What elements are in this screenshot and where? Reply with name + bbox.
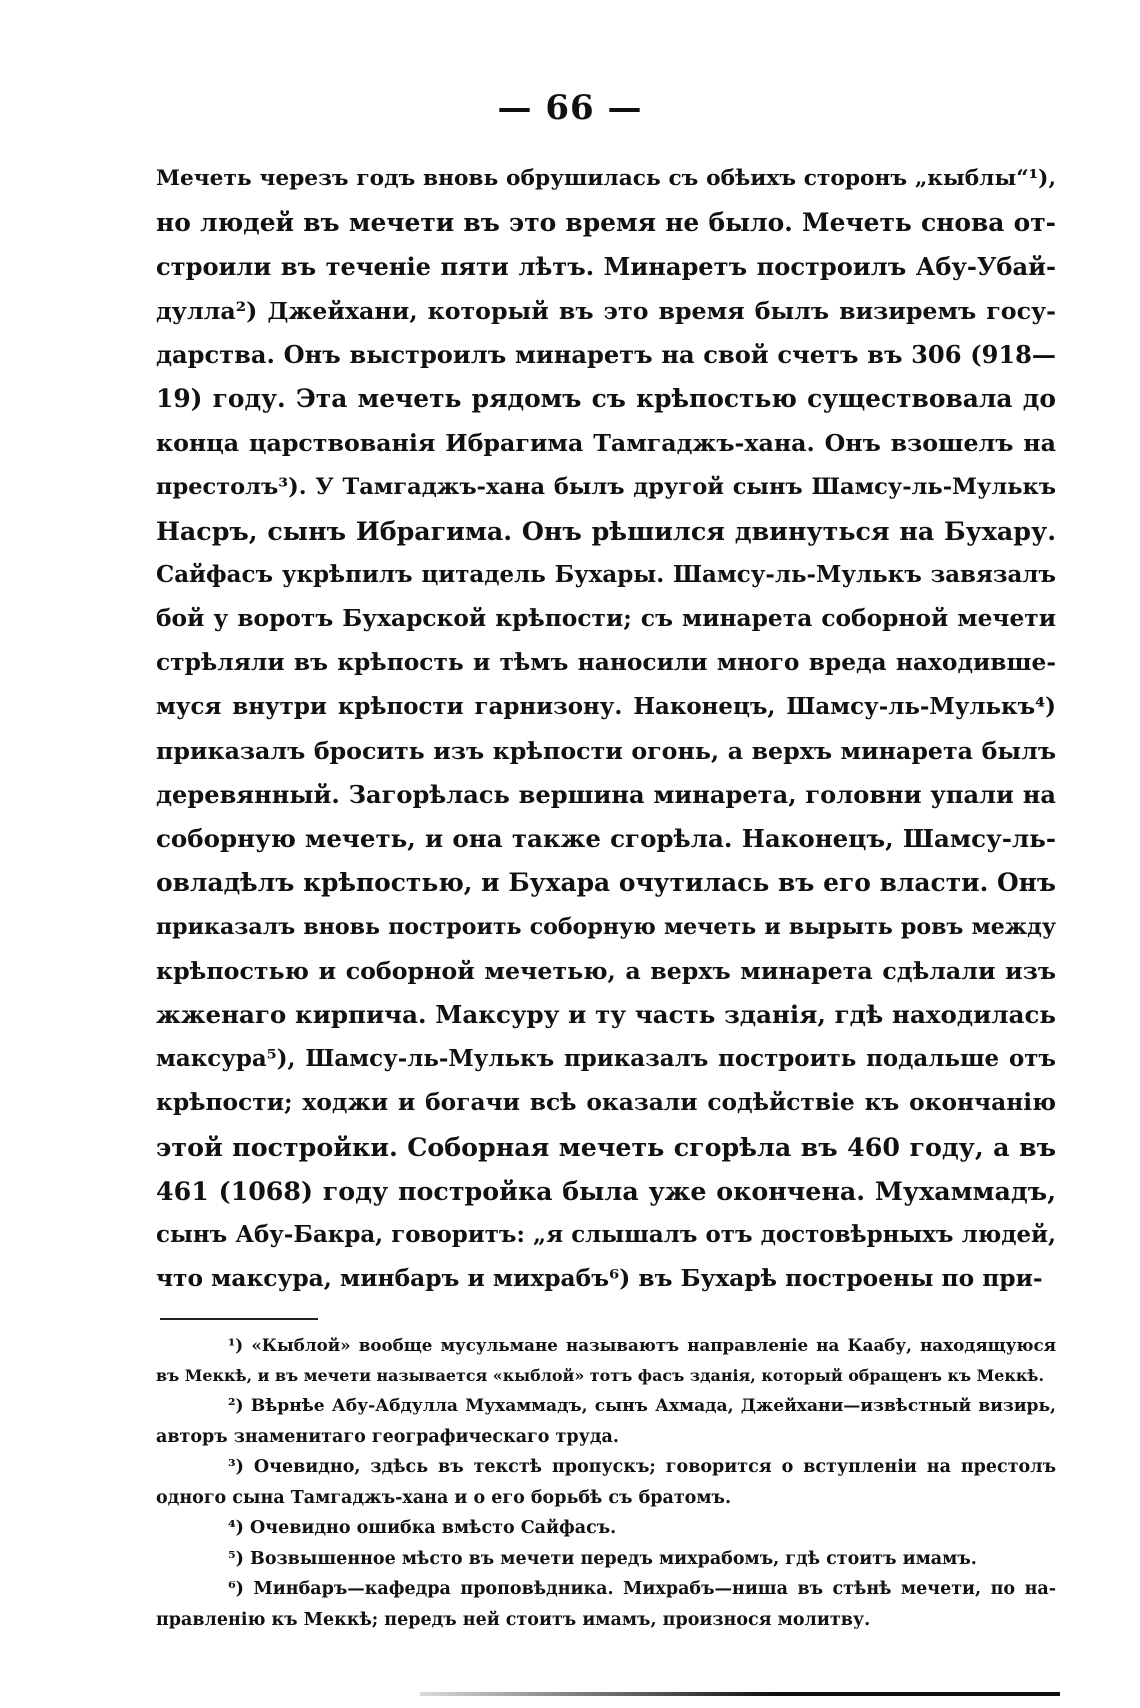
text-line: крѣпости; ходжи и богачи всѣ оказали содѣйствіе къ окончанію — [156, 1089, 1056, 1116]
footnote-line: ⁴) Очевидно ошибка вмѣсто Сайфасъ. — [228, 1518, 617, 1538]
text-line: престолъ³). У Тамгаджъ-хана былъ другой сынъ Шамсу-ль-Мулькъ — [156, 474, 1056, 500]
footnote-1 — [156, 1330, 1056, 1391]
footnote-line: правленію къ Меккѣ; передъ ней стоитъ имамъ, произнося молитву. — [156, 1609, 871, 1630]
text-line: жженаго кирпича. Максуру и ту часть зданія, гдѣ находилась — [156, 1000, 1056, 1029]
text-line: дулла²) Джейхани, который въ это время былъ визиремъ госу- — [156, 297, 1056, 325]
text-line: что максура, минбаръ и михрабъ⁶) въ Бухарѣ построены по при- — [156, 1265, 1043, 1292]
footnote-4 — [156, 1513, 1056, 1544]
body-text — [156, 157, 1056, 1301]
text-line: Мечеть черезъ годъ вновь обрушилась съ обѣихъ сторонъ „кыблы“¹), — [156, 166, 1056, 191]
text-line: 19) году. Эта мечеть рядомъ съ крѣпостью существовала до — [156, 384, 1056, 413]
footnote-6 — [156, 1574, 1056, 1635]
text-line: приказалъ бросить изъ крѣпости огонь, а верхъ минарета былъ — [156, 737, 1056, 765]
page-bottom-edge — [420, 1692, 1060, 1696]
text-line: сынъ Абу-Бакра, говоритъ: „я слышалъ отъ достовѣрныхъ людей, — [156, 1221, 1056, 1248]
footnote-line: авторъ знаменитаго географическаго труда. — [156, 1426, 619, 1447]
text-line: стрѣляли въ крѣпость и тѣмъ наносили много вреда находивше- — [156, 649, 1056, 676]
text-line: Насръ, сынъ Ибрагима. Онъ рѣшился двинуться на Бухару. — [156, 516, 1056, 546]
text-line: максура⁵), Шамсу-ль-Мулькъ приказалъ построить подальше отъ — [156, 1045, 1056, 1072]
footnote-separator — [160, 1318, 318, 1320]
footnote-line: въ Меккѣ, и въ мечети называется «кыблой» тотъ фасъ зданія, который обращенъ къ Меккѣ. — [156, 1365, 1045, 1385]
footnote-5 — [156, 1544, 1056, 1575]
text-line: приказалъ вновь построить соборную мечеть и вырыть ровъ между — [156, 914, 1056, 940]
text-line: 461 (1068) году постройка была уже окончена. Мухаммадъ, — [156, 1176, 1056, 1206]
text-line: конца царствованія Ибрагима Тамгаджъ-хана. Онъ взошелъ на — [156, 429, 1056, 457]
text-line: крѣпостью и соборной мечетью, а верхъ минарета сдѣлали изъ — [156, 957, 1056, 985]
footnote-3 — [156, 1452, 1056, 1513]
text-line: соборную мечеть, и она также сгорѣла. Наконецъ, Шамсу-ль- — [156, 824, 1056, 853]
page-number: — 66 — — [497, 88, 643, 128]
footnote-line: ⁶) Минбаръ—кафедра проповѣдника. Михрабъ—ниша въ стѣнѣ мечети, по на- — [228, 1579, 1056, 1599]
footnote-line: ¹) «Кыблой» вообще мусульмане называютъ направленіе на Каабу, находящуюся — [228, 1335, 1056, 1355]
text-line: бой у воротъ Бухарской крѣпости; съ минарета соборной мечети — [156, 605, 1056, 632]
footnote-line: ³) Очевидно, здѣсь въ текстѣ пропускъ; говорится о вступленіи на престолъ — [228, 1457, 1056, 1477]
text-line: деревянный. Загорѣлась вершина минарета, головни упали на — [156, 780, 1056, 809]
text-line: но людей въ мечети въ это время не было. Мечеть снова от- — [156, 208, 1056, 237]
footnote-line: одного сына Тамгаджъ-хана и о его борьбѣ съ братомъ. — [156, 1487, 732, 1508]
text-line: дарства. Онъ выстроилъ минаретъ на свой счетъ въ 306 (918— — [156, 340, 1056, 369]
text-line: строили въ теченіе пяти лѣтъ. Минаретъ построилъ Абу-Убай- — [156, 252, 1056, 281]
text-line: муся внутри крѣпости гарнизону. Наконецъ, Шамсу-ль-Мулькъ⁴) — [156, 693, 1056, 720]
text-line: Сайфасъ укрѣпилъ цитадель Бухары. Шамсу-ль-Мулькъ завязалъ — [156, 561, 1056, 588]
text-line: овладѣлъ крѣпостью, и Бухара очутилась въ его власти. Онъ — [156, 868, 1056, 897]
text-line: этой постройки. Соборная мечеть сгорѣла въ 460 году, а въ — [156, 1132, 1056, 1162]
footnote-line: ²) Вѣрнѣе Абу-Абдулла Мухаммадъ, сынъ Ахмада, Джейхани—извѣстный визирь, — [228, 1396, 1056, 1416]
footnotes — [156, 1330, 1056, 1635]
footnote-line: ⁵) Возвышенное мѣсто въ мечети передъ михрабомъ, гдѣ стоитъ имамъ. — [228, 1548, 977, 1569]
footnote-2 — [156, 1391, 1056, 1452]
